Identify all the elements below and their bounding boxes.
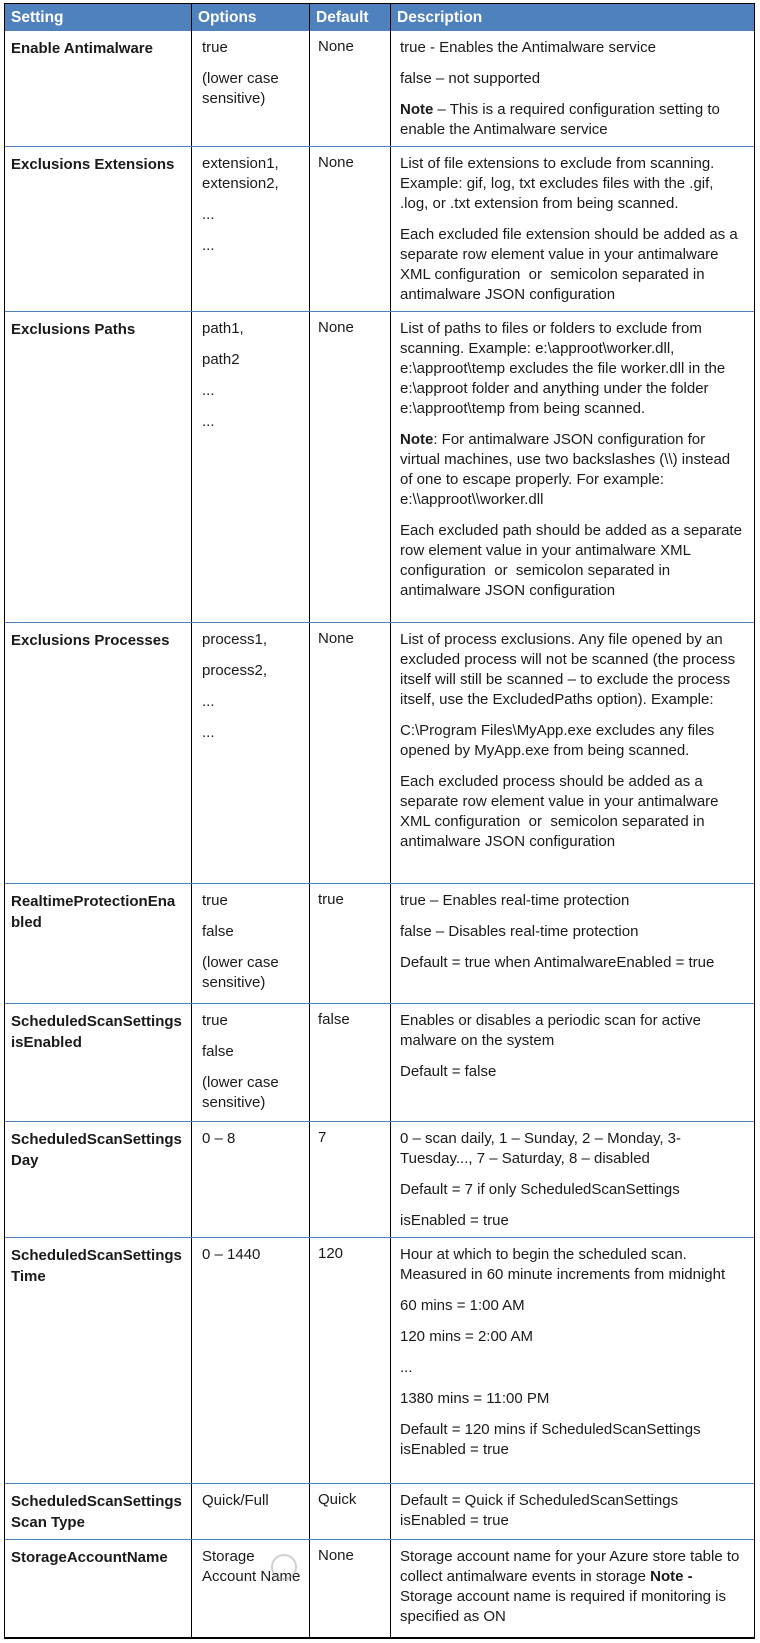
option-line: 0 – 8 [202, 1130, 236, 1147]
description-cell [390, 1004, 754, 1121]
description-paragraph: ... [400, 1359, 413, 1376]
default-value: None [318, 38, 354, 55]
setting-name: Exclusions Processes [11, 632, 170, 649]
option-line: ... [202, 206, 215, 223]
options-cell [191, 623, 309, 883]
option-line: Storage Account Name [202, 1548, 301, 1585]
default-value-cell [309, 147, 390, 311]
default-value-cell [309, 1238, 390, 1483]
description-paragraph: 60 mins = 1:00 AM [400, 1297, 525, 1314]
setting-name: ScheduledScanSettings isEnabled [11, 1013, 182, 1051]
description-paragraph: Default = 7 if only ScheduledScanSettings [400, 1181, 680, 1198]
option-line: true [202, 892, 228, 909]
table-row [5, 1539, 754, 1637]
default-value: true [318, 891, 344, 908]
option-line: path1, [202, 320, 244, 337]
option-line: false [202, 923, 234, 940]
description-cell [390, 1122, 754, 1237]
description-cell [390, 884, 754, 1003]
default-value-cell [309, 623, 390, 883]
default-value-cell [309, 884, 390, 1003]
description-paragraph: Default = 120 mins if ScheduledScanSettings isEnabled = true [400, 1421, 701, 1458]
description-paragraph: List of process exclusions. Any file opened by an excluded process will not be scanned (the process itself will still be scanned – to exclude the process itself, use the ExcludedPaths option). Example: [400, 631, 736, 708]
default-value: Quick [318, 1491, 357, 1508]
option-line: false [202, 1043, 234, 1060]
description-paragraph: Hour at which to begin the scheduled scan. Measured in 60 minute increments from midnight [400, 1246, 726, 1283]
setting-name-cell [5, 1238, 191, 1483]
option-line: ... [202, 693, 215, 710]
description-cell [390, 623, 754, 883]
description-paragraph: C:\Program Files\MyApp.exe excludes any files opened by MyApp.exe from being scanned. [400, 722, 715, 759]
description-paragraph: Default = false [400, 1063, 497, 1080]
setting-name-cell [5, 623, 191, 883]
description-paragraph: 1380 mins = 11:00 PM [400, 1390, 550, 1407]
description-cell [390, 1484, 754, 1539]
default-value: None [318, 630, 354, 647]
options-cell [191, 1484, 309, 1539]
description-paragraph: Each excluded file extension should be added as a separate row element value in your antimalware XML configuration or semicolon separated in antimalware JSON configuration [400, 226, 738, 303]
setting-name-cell [5, 312, 191, 622]
option-line: ... [202, 413, 215, 430]
options-cell [191, 312, 309, 622]
table-row [5, 1121, 754, 1237]
setting-name: ScheduledScanSettings Day [11, 1131, 182, 1169]
antimalware-settings-table [4, 3, 755, 1639]
description-paragraph: Default = true when AntimalwareEnabled = true [400, 954, 715, 971]
option-line: true [202, 39, 228, 56]
header-cell-setting: Setting [11, 9, 64, 26]
description-paragraph: Each excluded process should be added as a separate row element value in your antimalware XML configuration or semicolon separated in antimalware JSON configuration [400, 773, 719, 850]
description-paragraph: true - Enables the Antimalware service [400, 39, 656, 56]
option-line: 0 – 1440 [202, 1246, 261, 1263]
setting-name-cell [5, 1540, 191, 1637]
description-paragraph: Storage account name for your Azure store table to collect antimalware events in storage Note - Storage account name is required if monitoring is specified as ON [400, 1548, 740, 1625]
description-paragraph: Note – This is a required configuration setting to enable the Antimalware service [400, 101, 720, 138]
description-cell [390, 1238, 754, 1483]
option-line: path2 [202, 351, 240, 368]
option-line: ... [202, 724, 215, 741]
default-value: None [318, 319, 354, 336]
description-cell [390, 31, 754, 146]
default-value: 7 [318, 1129, 327, 1146]
table-header-row [5, 4, 754, 31]
description-paragraph: Default = Quick if ScheduledScanSettings isEnabled = true [400, 1492, 679, 1529]
description-paragraph: 120 mins = 2:00 AM [400, 1328, 533, 1345]
header-cell-options: Options [191, 4, 309, 31]
table-row [5, 146, 754, 311]
description-paragraph: Enables or disables a periodic scan for active malware on the system [400, 1012, 701, 1049]
description-cell [390, 312, 754, 622]
options-cell [191, 147, 309, 311]
option-line: true [202, 1012, 228, 1029]
description-paragraph: Note: For antimalware JSON configuration for virtual machines, use two backslashes (\\) instead of one to escape properly. For example: e:\\approot\\worker.dll [400, 431, 731, 508]
option-line: extension1, extension2, [202, 155, 279, 192]
options-cell [191, 1238, 309, 1483]
options-cell [191, 1122, 309, 1237]
default-value-cell [309, 1122, 390, 1237]
setting-name: ScheduledScanSettings Scan Type [11, 1493, 182, 1531]
setting-name-cell [5, 884, 191, 1003]
options-cell [191, 31, 309, 146]
setting-name-cell [5, 31, 191, 146]
options-cell [191, 1004, 309, 1121]
table-row [5, 883, 754, 1003]
default-value-cell [309, 312, 390, 622]
description-paragraph: List of paths to files or folders to exclude from scanning. Example: e:\approot\worker.dll, e:\approot\temp excludes the file worker.dll in the e:\approot folder and anything under the folder e:\approot\temp from being scanned. [400, 320, 726, 417]
description-paragraph: 0 – scan daily, 1 – Sunday, 2 – Monday, 3- Tuesday..., 7 – Saturday, 8 – disabled [400, 1130, 682, 1167]
setting-name-cell [5, 1484, 191, 1539]
option-line: (lower case sensitive) [202, 70, 279, 107]
description-paragraph: List of file extensions to exclude from scanning. Example: gif, log, txt excludes files with the .gif, .log, or .txt extension from being scanned. [400, 155, 715, 212]
setting-name: StorageAccountName [11, 1549, 168, 1566]
option-line: ... [202, 237, 215, 254]
table-row [5, 311, 754, 622]
setting-name: RealtimeProtectionEnabled [11, 893, 176, 931]
default-value: 120 [318, 1245, 344, 1262]
table-row [5, 31, 754, 146]
description-paragraph: true – Enables real-time protection [400, 892, 630, 909]
setting-name-cell [5, 147, 191, 311]
option-line: Quick/Full [202, 1492, 269, 1509]
table-row [5, 622, 754, 883]
table-row [5, 1483, 754, 1539]
option-line: (lower case sensitive) [202, 954, 279, 991]
description-paragraph: isEnabled = true [400, 1212, 509, 1229]
header-cell-description: Description [390, 4, 754, 31]
option-line: process1, [202, 631, 268, 648]
setting-name: ScheduledScanSettings Time [11, 1247, 182, 1285]
description-paragraph: Each excluded path should be added as a separate row element value in your antimalware XML configuration or semicolon separated in antimalware JSON configuration [400, 522, 742, 599]
description-cell [390, 1540, 754, 1637]
default-value-cell [309, 1540, 390, 1637]
default-value: None [318, 1547, 354, 1564]
option-line: (lower case sensitive) [202, 1074, 279, 1111]
option-line: process2, [202, 662, 268, 679]
options-cell [191, 1540, 309, 1637]
setting-name: Exclusions Extensions [11, 156, 175, 173]
options-cell [191, 884, 309, 1003]
default-value: false [318, 1011, 350, 1028]
setting-name: Enable Antimalware [11, 40, 153, 57]
table-row [5, 1237, 754, 1483]
table-row [5, 1003, 754, 1121]
default-value-cell [309, 31, 390, 146]
setting-name-cell [5, 1122, 191, 1237]
setting-name-cell [5, 1004, 191, 1121]
header-cell-default: Default [309, 4, 390, 31]
option-line: ... [202, 382, 215, 399]
default-value-cell [309, 1484, 390, 1539]
description-paragraph: false – not supported [400, 70, 541, 87]
description-paragraph: false – Disables real-time protection [400, 923, 639, 940]
default-value-cell [309, 1004, 390, 1121]
default-value: None [318, 154, 354, 171]
setting-name: Exclusions Paths [11, 321, 136, 338]
description-cell [390, 147, 754, 311]
